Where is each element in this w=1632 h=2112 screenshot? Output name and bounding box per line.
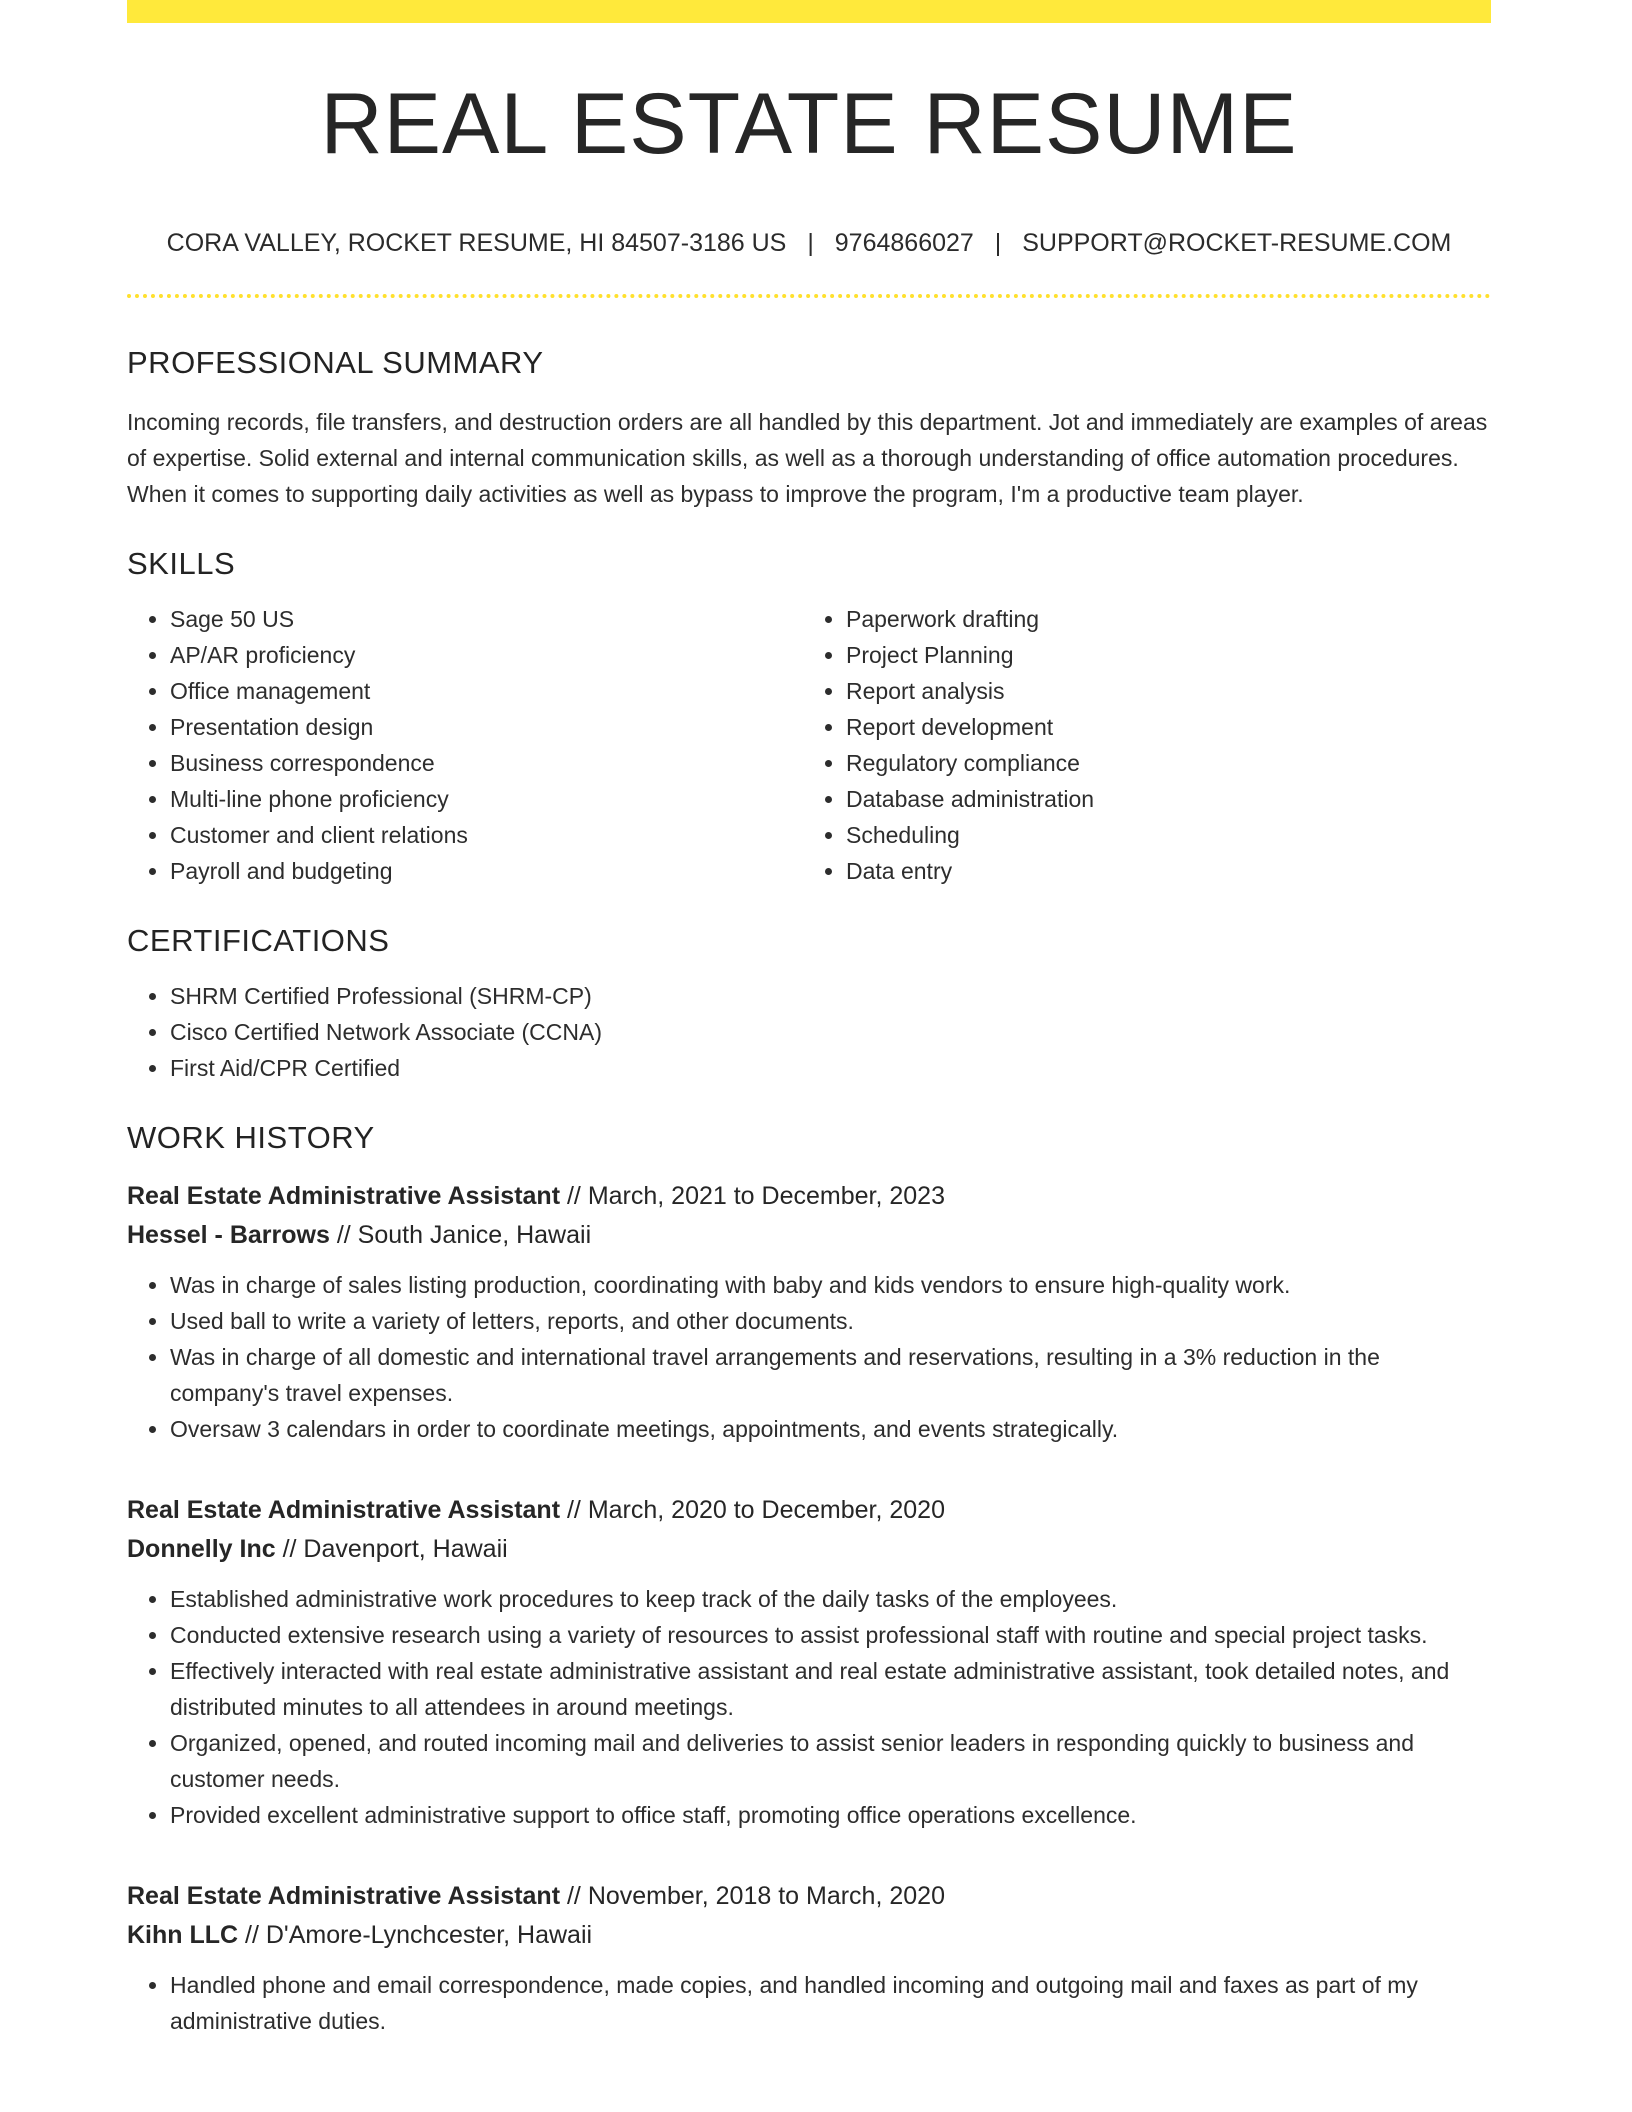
skill-item: • Customer and client relations <box>170 817 803 853</box>
skill-item: • Multi-line phone proficiency <box>170 781 803 817</box>
skill-item: • Payroll and budgeting <box>170 853 803 889</box>
summary-text: Incoming records, file transfers, and destruction orders are all handled by this department. Jot and immediately are examples of areas of expertise. Solid external and internal communication skills, as well as a thorough understanding of office automation procedures. When it comes to supporting daily activities as well as bypass to improve the program, I'm a productive team player. <box>127 409 1488 507</box>
skill-item: • Sage 50 US <box>170 601 803 637</box>
job-title-line <box>127 1177 1491 1216</box>
job-location: // South Janice, Hawaii <box>329 1221 592 1249</box>
skill-item: • Paperwork drafting <box>846 601 1479 637</box>
job-duty: • Organized, opened, and routed incoming mail and deliveries to assist senior leaders in responding quickly to business and customer needs. <box>170 1725 1491 1797</box>
job-duty: • Oversaw 3 calendars in order to coordinate meetings, appointments, and events strategically. <box>170 1411 1491 1447</box>
job-company: Donnelly Inc <box>127 1535 276 1563</box>
skill-item: • Database administration <box>846 781 1479 817</box>
job-duty: • Effectively interacted with real estate administrative assistant and real estate administrative assistant, took detailed notes, and distributed minutes to all attendees in around meetings. <box>170 1653 1491 1725</box>
job-duties <box>127 1967 1491 2039</box>
contact-email: SUPPORT@ROCKET-RESUME.COM <box>1022 229 1452 257</box>
job-entry <box>127 1177 1491 1447</box>
contact-separator: | <box>807 229 814 257</box>
job-dates: // March, 2020 to December, 2020 <box>560 1496 945 1524</box>
skill-item: • Regulatory compliance <box>846 745 1479 781</box>
skills-column-right <box>803 601 1479 889</box>
job-title: Real Estate Administrative Assistant <box>127 1882 561 1910</box>
job-duty: • Established administrative work procedures to keep track of the daily tasks of the employees. <box>170 1581 1491 1617</box>
skill-item: • Data entry <box>846 853 1479 889</box>
contact-line <box>127 231 1491 256</box>
skill-item: • AP/AR proficiency <box>170 637 803 673</box>
skill-item: • Office management <box>170 673 803 709</box>
job-duties <box>127 1581 1491 1833</box>
job-duties <box>127 1267 1491 1447</box>
skill-item: • Presentation design <box>170 709 803 745</box>
job-title: Real Estate Administrative Assistant <box>127 1496 561 1524</box>
job-company: Hessel - Barrows <box>127 1221 330 1249</box>
certification-item: • First Aid/CPR Certified <box>170 1050 1491 1086</box>
work-history-heading: WORK HISTORY <box>127 1120 375 1155</box>
dotted-divider <box>127 294 1491 298</box>
job-company-line <box>127 1916 1491 1955</box>
job-company-line <box>127 1530 1491 1569</box>
certifications-heading: CERTIFICATIONS <box>127 923 390 958</box>
job-dates: // November, 2018 to March, 2020 <box>560 1882 945 1910</box>
job-entry <box>127 1877 1491 2039</box>
job-title: Real Estate Administrative Assistant <box>127 1182 561 1210</box>
certifications-list <box>127 978 1491 1086</box>
job-duty: • Provided excellent administrative support to office staff, promoting office operations excellence. <box>170 1797 1491 1833</box>
job-title-line <box>127 1491 1491 1530</box>
job-duty: • Was in charge of sales listing production, coordinating with baby and kids vendors to ensure high-quality work. <box>170 1267 1491 1303</box>
contact-address: CORA VALLEY, ROCKET RESUME, HI 84507-3186 US <box>166 229 787 257</box>
certification-item: • SHRM Certified Professional (SHRM-CP) <box>170 978 1491 1014</box>
skill-item: • Business correspondence <box>170 745 803 781</box>
skills-column-left <box>127 601 803 889</box>
job-company: Kihn LLC <box>127 1921 239 1949</box>
skills-list <box>127 601 1491 889</box>
accent-bar <box>127 0 1491 23</box>
contact-separator: | <box>994 229 1002 257</box>
job-company-line <box>127 1216 1491 1255</box>
job-duty: • Used ball to write a variety of letters, reports, and other documents. <box>170 1303 1491 1339</box>
skill-item: • Report development <box>846 709 1479 745</box>
skill-item: • Report analysis <box>846 673 1479 709</box>
job-location: // D'Amore-Lynchcester, Hawaii <box>238 1921 593 1949</box>
resume-title: REAL ESTATE RESUME <box>320 76 1298 172</box>
job-title-line <box>127 1877 1491 1916</box>
certification-item: • Cisco Certified Network Associate (CCNA) <box>170 1014 1491 1050</box>
job-entry <box>127 1491 1491 1833</box>
summary-heading: PROFESSIONAL SUMMARY <box>127 345 544 380</box>
contact-phone: 9764866027 <box>834 229 974 257</box>
job-dates: // March, 2021 to December, 2023 <box>560 1182 945 1210</box>
job-duty: • Was in charge of all domestic and international travel arrangements and reservations, resulting in a 3% reduction in the company's travel expenses. <box>170 1339 1491 1411</box>
job-duty: • Conducted extensive research using a variety of resources to assist professional staff with routine and special project tasks. <box>170 1617 1491 1653</box>
job-location: // Davenport, Hawaii <box>275 1535 508 1563</box>
skill-item: • Scheduling <box>846 817 1479 853</box>
skill-item: • Project Planning <box>846 637 1479 673</box>
job-duty: • Handled phone and email correspondence, made copies, and handled incoming and outgoing mail and faxes as part of my administrative duties. <box>170 1967 1491 2039</box>
resume-page <box>127 0 1491 2039</box>
skills-heading: SKILLS <box>127 546 236 581</box>
